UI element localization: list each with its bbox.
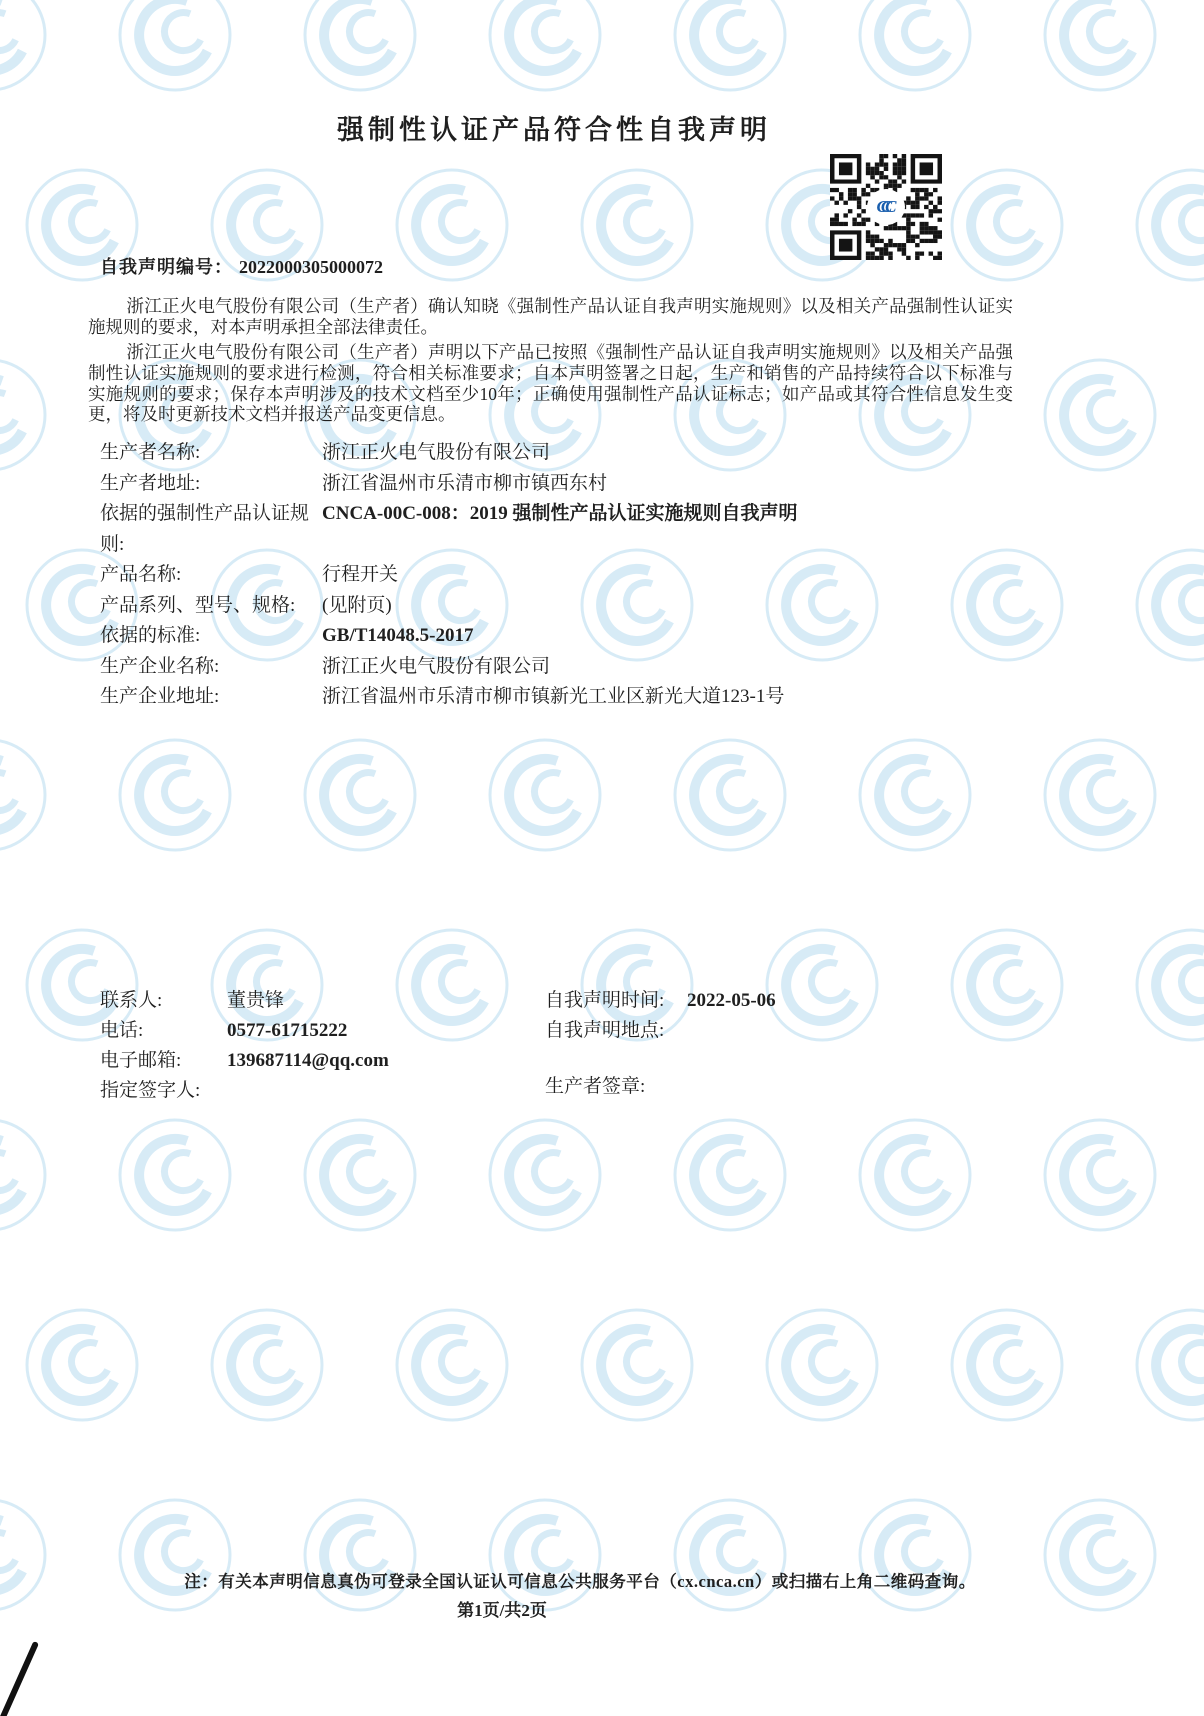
field-label: 产品名称:	[100, 564, 182, 585]
paragraph-acknowledgement: 浙江正火电气股份有限公司（生产者）确认知晓《强制性产品认证自我声明实施规则》以及相关产品强制性认证实施规则的要求，对本声明承担全部法律责任。	[88, 296, 1013, 337]
field-label: 生产者名称:	[100, 442, 201, 463]
field-value: 浙江省温州市乐清市柳市镇新光工业区新光大道123-1号	[322, 686, 785, 707]
meta-label: 自我声明地点:	[545, 1020, 665, 1041]
declaration-number-label: 自我声明编号：	[100, 257, 233, 277]
field-label: 依据的强制性产品认证规则:	[100, 503, 310, 555]
field-label: 产品系列、型号、规格:	[100, 594, 296, 616]
field-label: 依据的标准:	[100, 625, 201, 646]
contact-label: 电子邮箱:	[100, 1050, 182, 1071]
contact-label: 电话:	[100, 1020, 144, 1041]
meta-row-time	[545, 986, 965, 1016]
contact-row-person	[100, 986, 440, 1016]
contact-row-signer	[100, 1076, 440, 1106]
field-label: 生产企业地址:	[100, 686, 220, 707]
field-row-factory-address	[100, 682, 1020, 713]
qr-code	[830, 154, 942, 260]
page-title: 强制性认证产品符合性自我声明	[337, 115, 771, 145]
field-label: 生产者地址:	[100, 472, 201, 494]
contact-row-email	[100, 1046, 440, 1076]
ccc-logo-icon: CCC	[867, 189, 905, 225]
producer-seal-label: 生产者签章:	[545, 1076, 646, 1097]
meta-value: 2022-05-06	[687, 990, 776, 1011]
field-label: 生产企业名称:	[100, 655, 220, 677]
declaration-number	[100, 253, 383, 279]
scan-artifact	[0, 1641, 39, 1716]
declaration-number-value: 2022000305000072	[239, 257, 383, 277]
field-value: (见附页)	[322, 594, 392, 616]
contact-label: 联系人:	[100, 990, 163, 1011]
contact-label: 指定签字人:	[100, 1080, 201, 1101]
declaration-meta-block	[545, 986, 965, 1046]
product-fields	[100, 438, 1020, 713]
contact-value: 0577-61715222	[227, 1020, 348, 1041]
meta-row-place	[545, 1016, 965, 1046]
field-row-factory-name	[100, 652, 1020, 683]
paragraph-declaration: 浙江正火电气股份有限公司（生产者）声明以下产品已按照《强制性产品认证自我声明实施规则》以及相关产品强制性认证实施规则的要求进行检测，符合相关标准要求；自本声明签署之日起，生产和销售的产品持续符合以下标准与实施规则的要求；保存本声明涉及的技术文档至少10年；正确使用强制性产品认证标志；如产品或其符合性信息发生变更，将及时更新技术文档并报送产品变更信息。	[88, 342, 1013, 425]
field-value: GB/T14048.5-2017	[322, 625, 474, 646]
footer-note: 注：有关本声明信息真伪可登录全国认证认可信息公共服务平台（cx.cnca.cn）或扫描右上角二维码查询。	[184, 1572, 976, 1591]
page-indicator: 第1页/共2页	[457, 1601, 547, 1620]
meta-label: 自我声明时间:	[545, 990, 665, 1011]
contact-row-phone	[100, 1016, 440, 1046]
declaration-paragraphs	[88, 296, 1013, 430]
field-value: 浙江正火电气股份有限公司	[322, 655, 551, 677]
field-value: 行程开关	[322, 564, 399, 585]
field-value: 浙江省温州市乐清市柳市镇西东村	[322, 472, 608, 494]
field-value: 浙江正火电气股份有限公司	[322, 442, 551, 463]
field-row-product-name	[100, 560, 1020, 591]
contact-value: 董贵锋	[227, 990, 285, 1011]
field-row-standard	[100, 621, 1020, 652]
field-row-product-series	[100, 591, 1020, 622]
field-row-certification-rule	[100, 499, 1020, 560]
field-value: CNCA-00C-008：2019 强制性产品认证实施规则自我声明	[322, 503, 798, 524]
field-row-producer-name	[100, 438, 1020, 469]
contact-block	[100, 986, 440, 1106]
contact-value: 139687114@qq.com	[227, 1050, 389, 1071]
field-row-producer-address	[100, 469, 1020, 500]
